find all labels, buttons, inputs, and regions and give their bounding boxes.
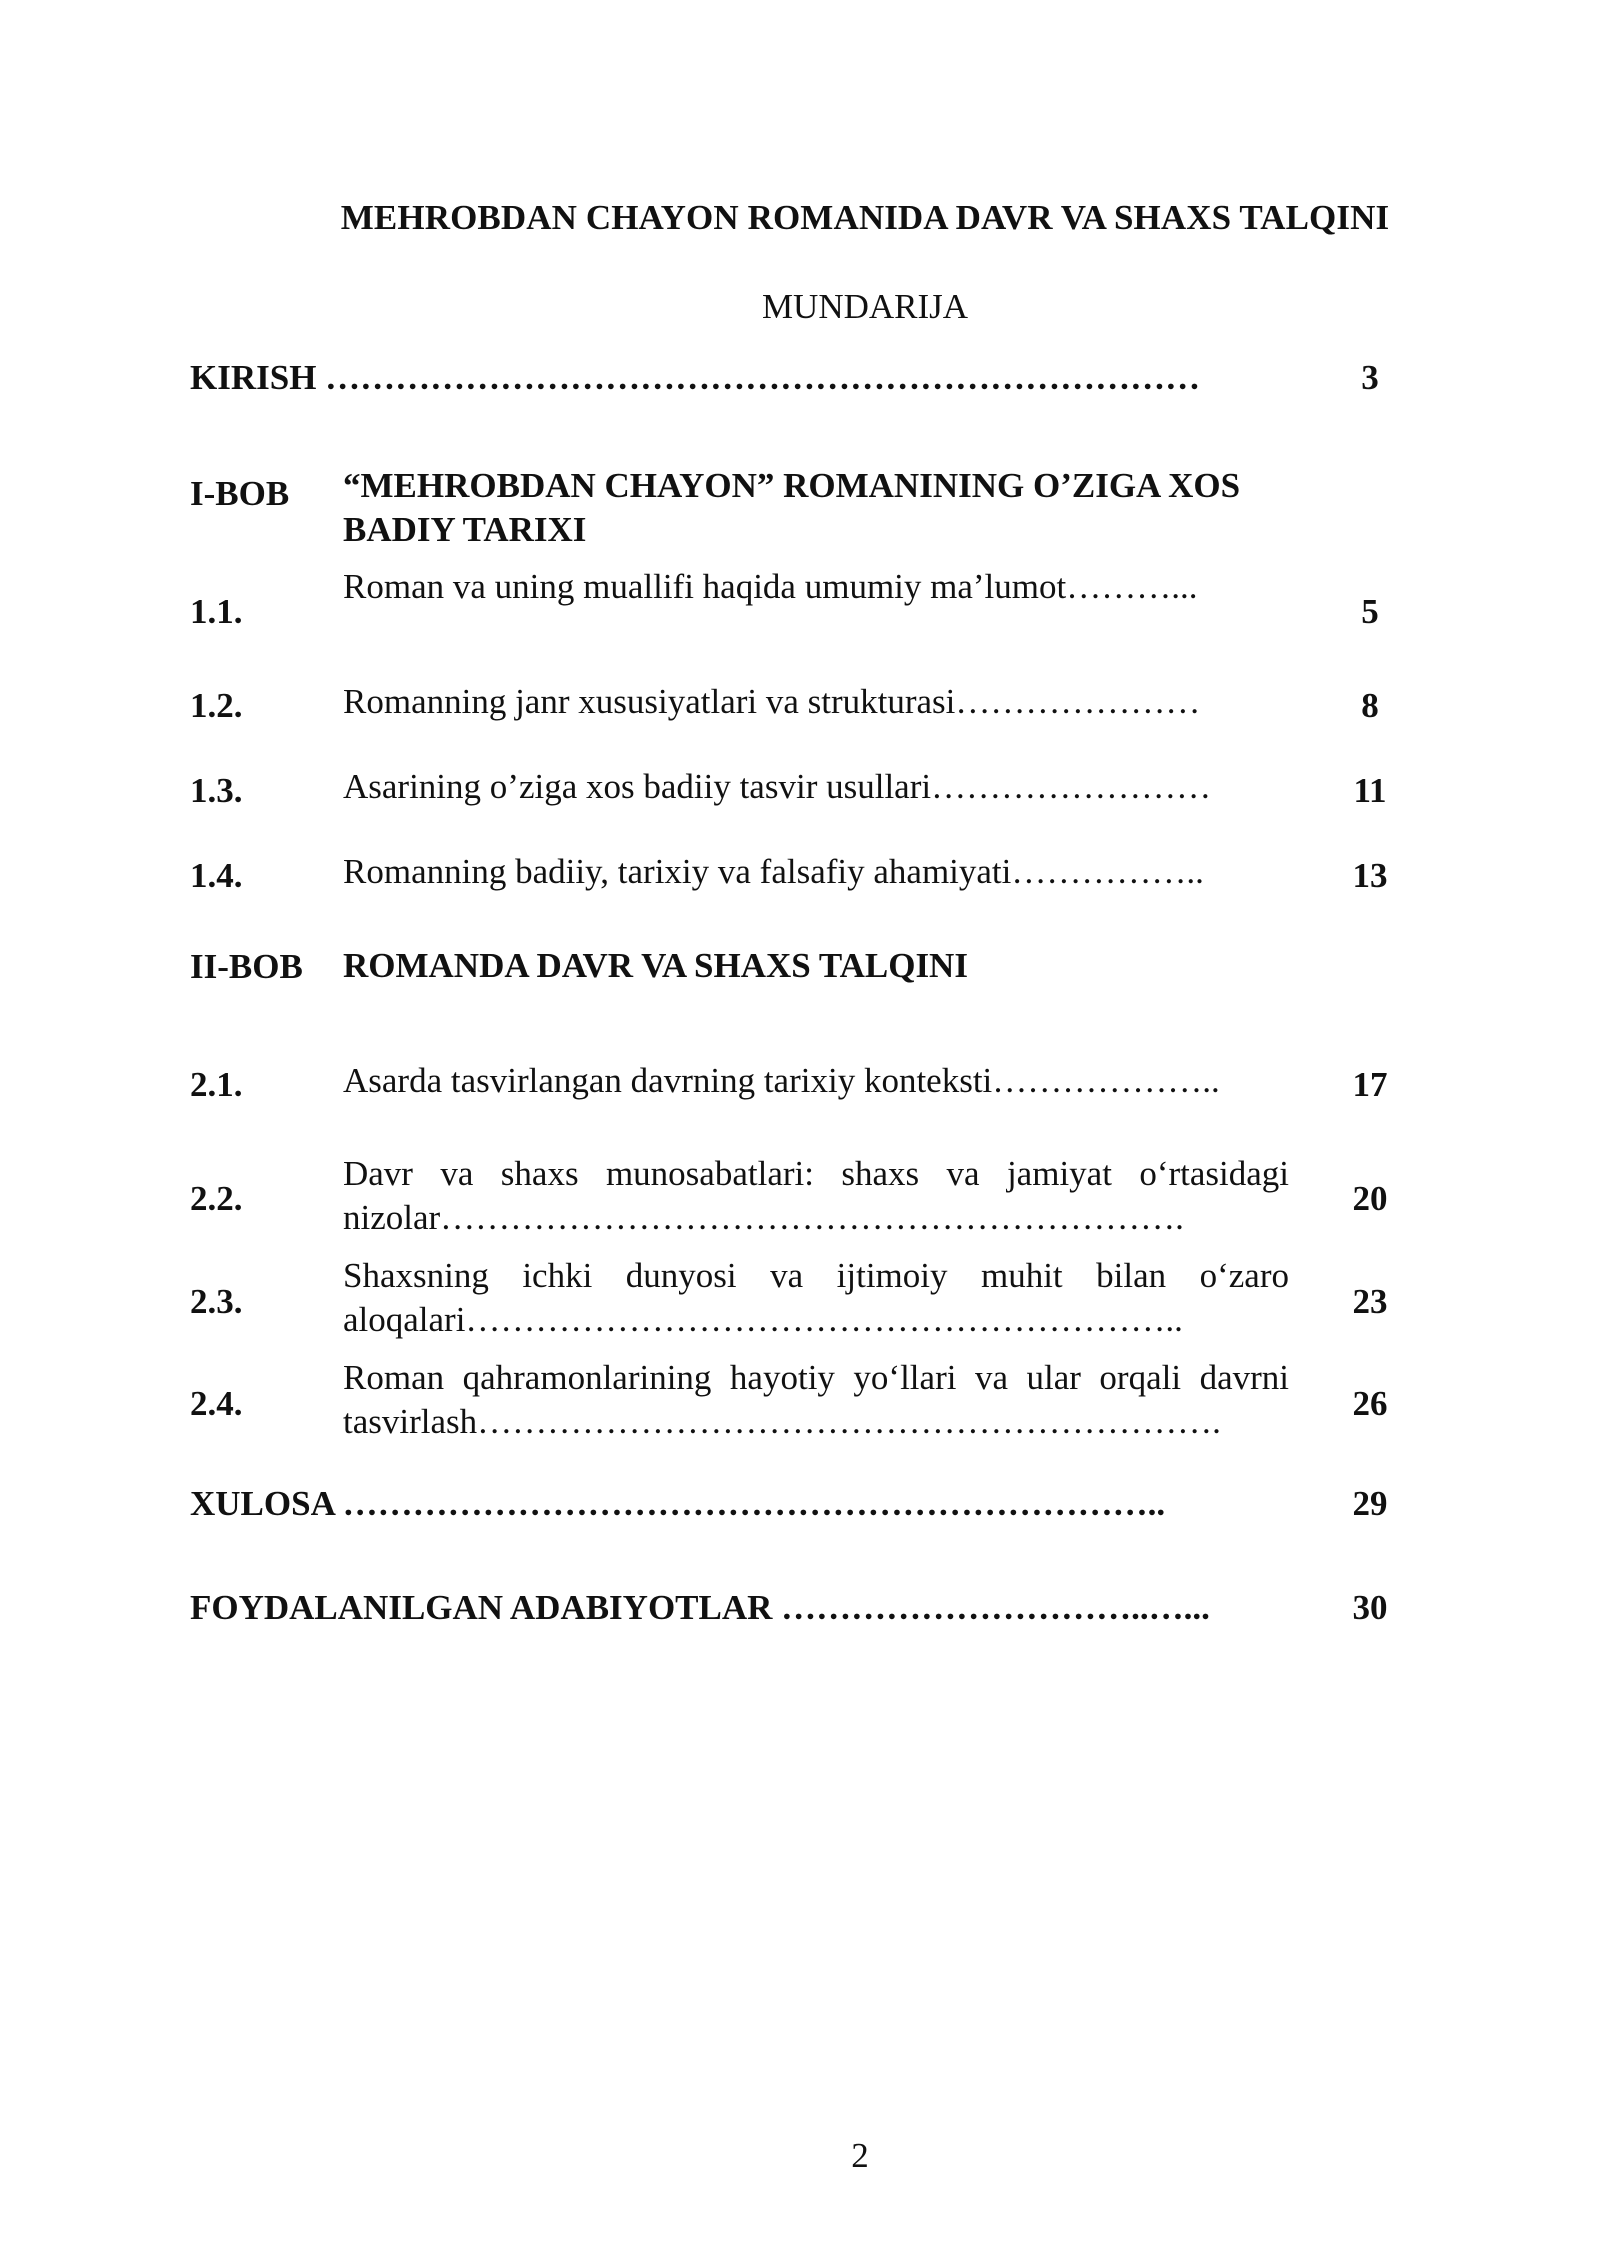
section-page: 17 [1352, 1065, 1388, 1104]
section-title: Romanning janr xususiyatlari va strukturasi………………… [343, 682, 1201, 721]
section-title: Romanning badiiy, tarixiy va falsafiy ahamiyati…………….. [343, 852, 1204, 891]
toc-heading: MUNDARIJA [761, 287, 969, 326]
section-page: 8 [1361, 686, 1379, 725]
toc-page-references: 30 [1352, 1588, 1388, 1627]
section-page: 13 [1352, 856, 1388, 895]
chapter-1-label: I-BOB [190, 474, 290, 513]
chapter-1-title: “MEHROBDAN CHAYON” ROMANINING O’ZIGA XOS BADIY TARIXI [343, 466, 1241, 549]
page-number: 2 [851, 2136, 869, 2175]
toc-entry-conclusion: XULOSA …………………………………………………………….. [190, 1484, 1166, 1523]
section-title: Shaxsning ichki dunyosi va ijtimoiy muhit bilan o‘zaro aloqalari…………………………………………………….. [343, 1256, 1289, 1339]
section-page: 5 [1361, 592, 1379, 631]
section-page: 20 [1352, 1179, 1388, 1218]
section-number: 2.3. [190, 1282, 243, 1321]
section-number: 1.3. [190, 771, 243, 810]
section-number: 2.1. [190, 1065, 243, 1104]
toc-entry-references: FOYDALANILGAN ADABIYOTLAR …………………………..…... [190, 1588, 1210, 1627]
toc-page-intro: 3 [1361, 358, 1379, 397]
section-page: 26 [1352, 1384, 1388, 1423]
section-page: 11 [1353, 771, 1387, 810]
section-number: 1.1. [190, 592, 243, 631]
section-title: Asarda tasvirlangan davrning tarixiy konteksti……………….. [343, 1061, 1220, 1100]
section-number: 2.2. [190, 1179, 243, 1218]
section-number: 1.2. [190, 686, 243, 725]
toc-entry-intro: KIRISH ………………………………………………………………… [190, 358, 1201, 397]
section-title: Davr va shaxs munosabatlari: shaxs va jamiyat o‘rtasidagi nizolar………………………………………………………. [343, 1154, 1289, 1237]
section-title: Roman va uning muallifi haqida umumiy ma’lumot………... [343, 567, 1198, 606]
section-title: Asarining o’ziga xos badiiy tasvir usullari…………………… [343, 767, 1212, 806]
section-number: 1.4. [190, 856, 243, 895]
section-title: Roman qahramonlarining hayotiy yo‘llari va ular orqali davrni tasvirlash………………………………………………………. [343, 1358, 1289, 1441]
chapter-2-title: ROMANDA DAVR VA SHAXS TALQINI [343, 946, 968, 985]
section-number: 2.4. [190, 1384, 243, 1423]
chapter-2-label: II-BOB [190, 947, 303, 986]
toc-page-conclusion: 29 [1352, 1484, 1388, 1523]
document-title: MEHROBDAN CHAYON ROMANIDA DAVR VA SHAXS TALQINI [340, 198, 1390, 237]
section-page: 23 [1352, 1282, 1388, 1321]
